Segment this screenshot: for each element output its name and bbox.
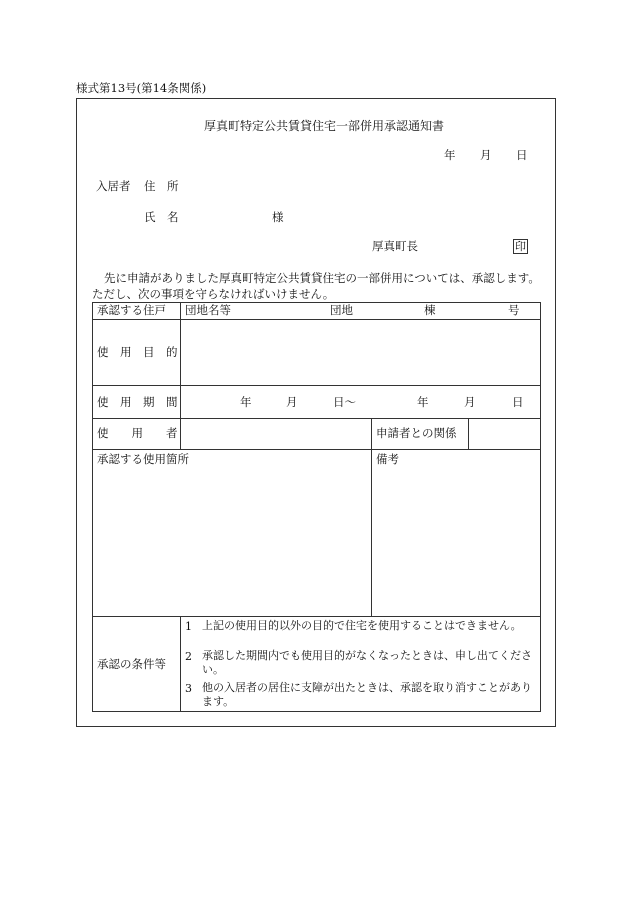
period-to-month: 月	[464, 395, 476, 409]
period-from-month: 月	[286, 395, 298, 409]
relation-label: 申請者との関係	[376, 426, 457, 440]
complex-name-label: 団地名等	[185, 303, 231, 317]
date-month: 月	[480, 148, 492, 162]
honorific: 様	[272, 210, 284, 224]
row-divider	[92, 385, 541, 386]
seal-mark: 印	[515, 240, 526, 253]
condition-2-number: 2	[185, 650, 192, 663]
body-line-1: 先に申請がありました厚真町特定公共賃貸住宅の一部併用については、承認します。	[104, 271, 540, 285]
recipient-label: 入居者	[96, 179, 131, 193]
condition-1-number: 1	[185, 620, 192, 633]
row-divider	[92, 418, 541, 419]
period-from-day: 日〜	[333, 395, 356, 409]
column-divider	[180, 302, 181, 449]
condition-3-number: 3	[185, 682, 192, 695]
conditions-label: 承認の条件等	[97, 657, 166, 671]
form-number: 様式第13号(第14条関係)	[76, 81, 207, 95]
complex-label: 団地	[330, 303, 353, 317]
period-label: 使 用 期 間	[97, 395, 178, 409]
issuer-title: 厚真町長	[372, 239, 418, 253]
purpose-label: 使 用 目 的	[97, 345, 178, 359]
row-divider	[92, 319, 541, 320]
name-label: 氏 名	[144, 210, 179, 224]
condition-2-text: 承認した期間内でも使用目的がなくなったときは、申し出てください。	[202, 649, 532, 676]
building-label: 棟	[424, 303, 436, 317]
condition-3-text: 他の入居者の居住に支障が出たときは、承認を取り消すことがあります。	[202, 681, 532, 708]
column-divider	[371, 418, 372, 616]
approved-location-label: 承認する使用箇所	[97, 452, 189, 466]
period-to-year: 年	[417, 395, 429, 409]
row-divider	[92, 616, 541, 617]
body-line-2: ただし、次の事項を守らなければいけません。	[92, 287, 335, 301]
date-year: 年	[444, 148, 456, 162]
period-from-year: 年	[240, 395, 252, 409]
column-divider	[180, 616, 181, 712]
number-label: 号	[508, 303, 520, 317]
condition-1-text: 上記の使用目的以外の目的で住宅を使用することはできません。	[202, 619, 522, 632]
user-label: 使 用 者	[97, 426, 178, 440]
document-title: 厚真町特定公共賃貸住宅一部併用承認通知書	[204, 119, 445, 133]
column-divider	[468, 418, 469, 449]
unit-label: 承認する住戸	[97, 303, 166, 317]
period-to-day: 日	[512, 395, 524, 409]
address-label: 住 所	[144, 179, 179, 193]
row-divider	[92, 449, 541, 450]
remarks-label: 備考	[376, 452, 399, 466]
date-day: 日	[516, 148, 528, 162]
